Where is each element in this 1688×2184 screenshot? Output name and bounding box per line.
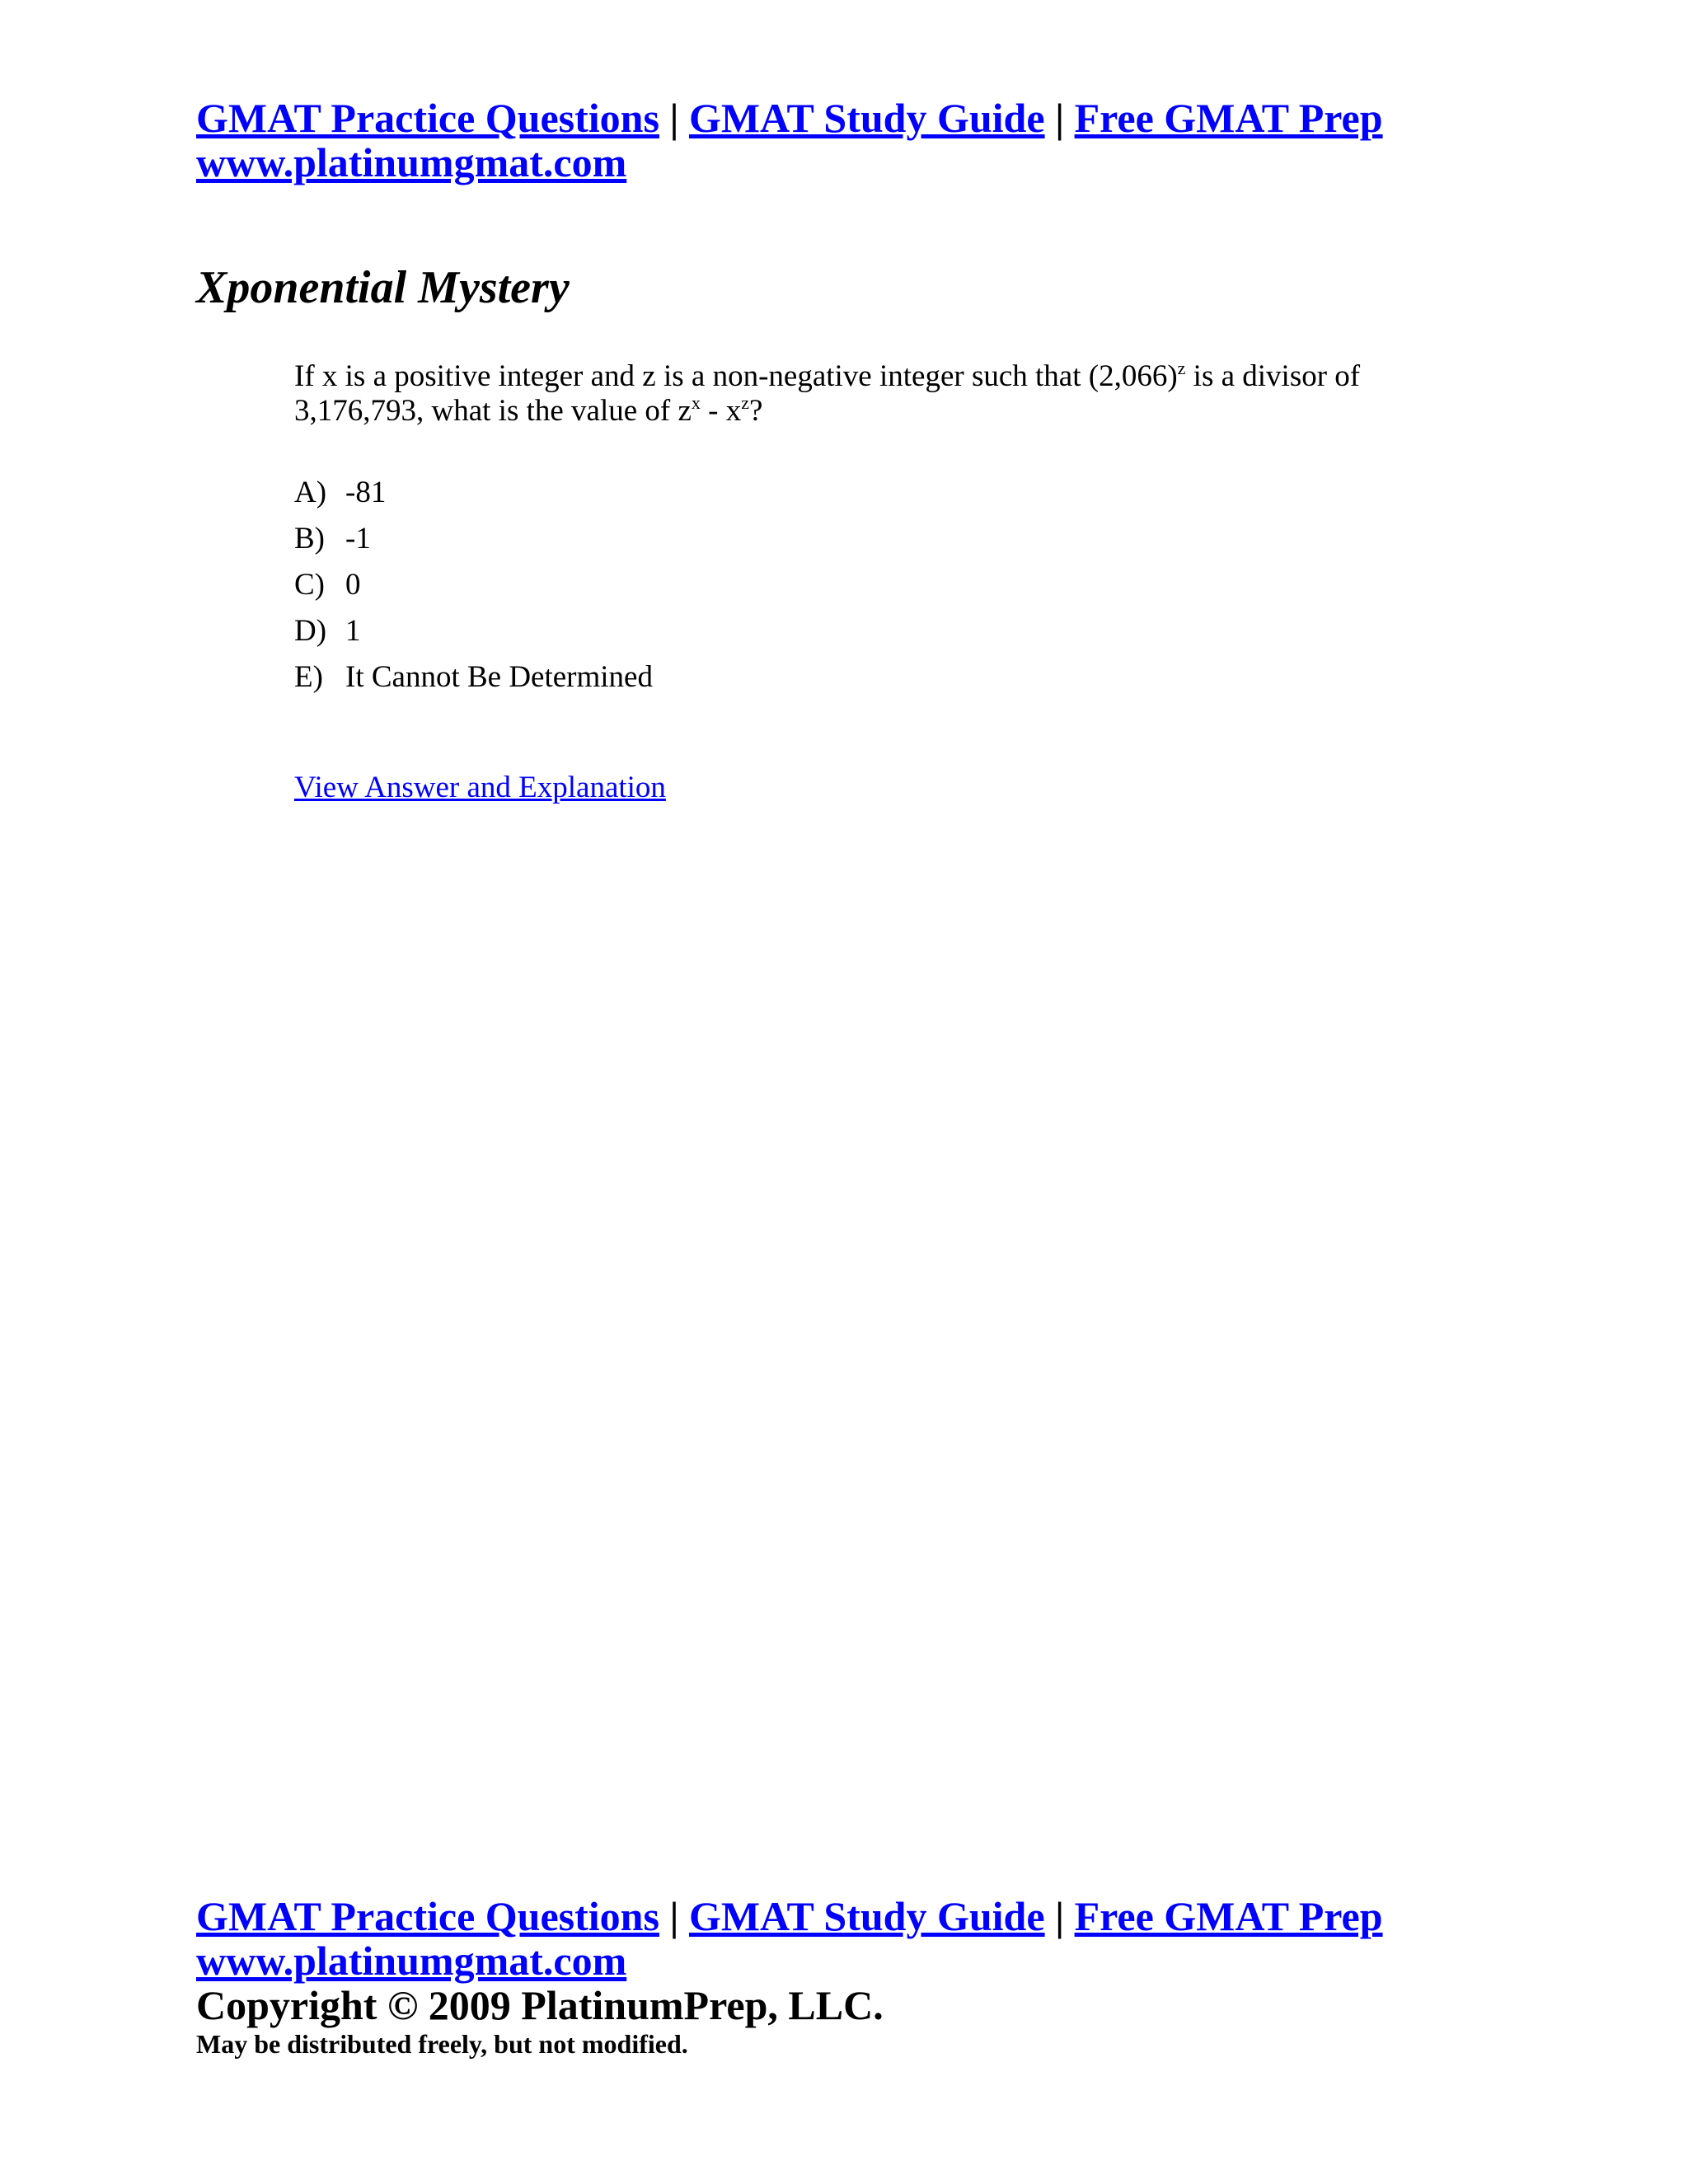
header-link-free-gmat-prep[interactable]: Free GMAT Prep <box>1074 95 1383 141</box>
footer-separator: | <box>669 1893 679 1939</box>
footer-separator: | <box>1055 1893 1065 1939</box>
choice-letter: D) <box>294 614 327 648</box>
footer-link-free-gmat-prep[interactable]: Free GMAT Prep <box>1074 1893 1383 1939</box>
copyright-text: Copyright © 2009 PlatinumPrep, LLC. <box>196 1982 884 2028</box>
footer-link-gmat-practice-questions[interactable]: GMAT Practice Questions <box>196 1893 659 1939</box>
choice-text: -81 <box>345 476 387 509</box>
footer <box>196 1894 1597 2060</box>
choice-text: 1 <box>345 614 361 648</box>
header-site-link[interactable]: www.platinumgmat.com <box>196 139 627 185</box>
footer-site-link[interactable]: www.platinumgmat.com <box>196 1938 627 1984</box>
question-superscript: z <box>741 392 750 413</box>
header-separator: | <box>669 95 679 141</box>
question-part: - x <box>700 394 742 428</box>
choice-text: -1 <box>345 522 371 555</box>
choice-letter: C) <box>294 568 325 602</box>
question-part: ? <box>749 394 763 428</box>
page-title: Xponential Mystery <box>196 262 570 313</box>
question-superscript: z <box>1177 358 1186 378</box>
choice-letter: A) <box>294 476 327 509</box>
choice-b <box>294 521 653 567</box>
view-answer-link[interactable]: View Answer and Explanation <box>294 771 666 804</box>
choice-letter: B) <box>294 522 325 555</box>
question-text <box>294 359 1448 429</box>
question-part: is a divisor of 3,176,793, what is the value of z <box>294 359 1361 428</box>
question-part: If x is a positive integer and z is a non-negative integer such that (2,066) <box>294 359 1178 393</box>
header-link-gmat-practice-questions[interactable]: GMAT Practice Questions <box>196 95 659 141</box>
footer-link-gmat-study-guide[interactable]: GMAT Study Guide <box>688 1893 1045 1939</box>
choice-text: It Cannot Be Determined <box>345 660 653 694</box>
distribution-notice: May be distributed freely, but not modified. <box>196 2029 688 2059</box>
choice-c <box>294 567 653 613</box>
choice-d <box>294 613 653 659</box>
footer-nav <box>196 1894 1597 1938</box>
choice-e <box>294 659 653 705</box>
question-superscript: x <box>691 392 701 413</box>
header-link-gmat-study-guide[interactable]: GMAT Study Guide <box>688 95 1045 141</box>
choice-text: 0 <box>345 568 361 602</box>
header <box>196 96 1597 185</box>
header-separator: | <box>1055 95 1065 141</box>
answer-choices <box>294 475 653 705</box>
header-nav <box>196 96 1597 140</box>
choice-letter: E) <box>294 660 323 694</box>
choice-a <box>294 475 653 521</box>
